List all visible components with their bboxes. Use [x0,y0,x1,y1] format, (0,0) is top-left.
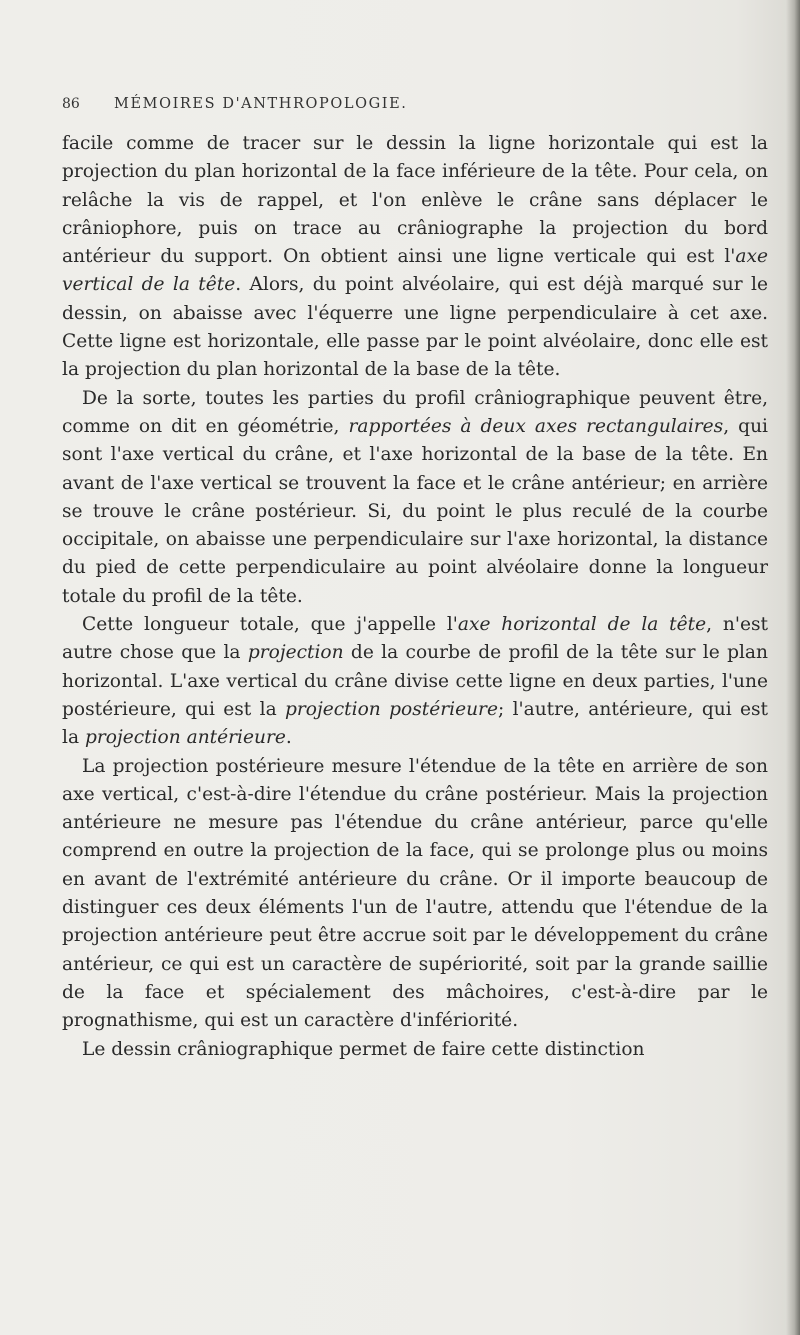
paragraph-p3 [62,611,768,752]
text-run: l' [724,246,736,268]
text-run: , qui sont l'axe vertical du crâne, et l'axe horizontal de la base de la tête. En avant de l'axe vertical se trouvent la face et le crâne antérieur; en arrière se trouve le crâne postérieur. Si, du point le plus reculé de la courbe occipitale, on abaisse une perpendiculaire sur l'axe horizontal, la distance du pied de cette perpendiculaire au point alvéolaire donne la longueur totale du profil de la tête. [62,415,768,607]
italic-run: rapportées à deux axes rectangulaires [348,415,724,437]
page-number: 86 [62,96,80,112]
italic-run: axe horizontal de la tête [457,614,707,636]
italic-run: projection antérieure [84,727,286,749]
italic-run: projection [247,642,344,664]
page-edge-shadow [786,0,800,1335]
text-run: De la sorte, toutes les parties du profil crâniographique peuvent être, comme on dit en géométrie, [62,387,768,437]
text-run: de la courbe de profil de la tête sur le plan horizontal. L'axe vertical du crâne divise cette ligne en deux parties, l'une postérieure, qui est la [62,642,768,720]
text-run: la [223,642,248,664]
paragraph-p1 [62,130,768,385]
text-run: , n'est autre chose que [62,614,768,664]
paragraph-p4 [62,753,768,1036]
italic-run: axe vertical de la tête [62,246,768,296]
text-run: Le dessin crâniographique permet de faire cette distinction [82,1038,645,1060]
text-run: Cette longueur totale, que j'appelle [82,614,447,636]
text-run: . Alors, du point alvéolaire, qui est déjà marqué sur le dessin, on abaisse avec l'équerre une ligne perpendiculaire à cet axe. Cette ligne est horizontale, elle passe par le point alvéolaire, donc elle est la projection du plan horizontal de la base de la tête. [62,274,768,381]
paragraph-p5 [62,1036,768,1064]
running-header [62,96,762,116]
text-run: La projection postérieure mesure l'étendue de la tête en arrière de son axe vertical, c'est-à-dire l'étendue du crâne postérieur. Mais la projection antérieure ne mesure pas l'étendue du crâne antérieur, parce qu'elle comprend en outre la projection de la face, qui se prolonge plus ou moins en avant de l'extrémité antérieure du crâne. Or il importe beaucoup de distinguer ces deux éléments l'un de l'autre, attendu que l'étendue de la projection antérieure peut être accrue soit par le développement du crâne antérieur, ce qui est un caractère de supériorité, soit par la grande saillie de la face et spécialement des mâchoires, c'est-à-dire par le prognathisme, qui est un caractère d'infériorité. [62,755,768,1032]
text-run: ; l'autre, antérieure, qui est la [62,698,769,749]
body-text [62,130,768,1064]
paragraph-p2 [62,385,768,611]
running-title: MÉMOIRES D'ANTHROPOLOGIE. [114,96,408,112]
italic-run: projection postérieure [285,698,498,720]
text-run: facile comme de tracer sur le dessin la ligne horizontale qui est la projection du plan horizontal de la face inférieure de la tête. Pour cela, on relâche la vis de rappel, et l'on enlève le crâne sans déplacer le crâniophore, puis on trace au crâniographe la projection du bord antérieur du support. On obtient ainsi une ligne verticale qui est [62,133,768,268]
text-run: l' [446,614,458,636]
text-run: . [285,727,292,749]
